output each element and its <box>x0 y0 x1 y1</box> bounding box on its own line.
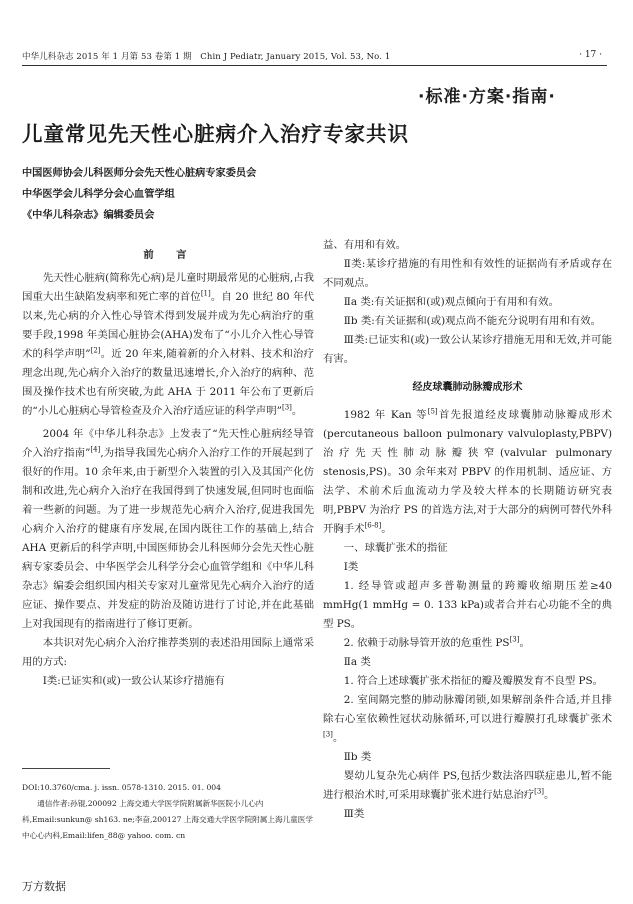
column-label: ·标准·方案·指南· <box>418 87 556 107</box>
citation[interactable]: [3] <box>282 403 292 412</box>
list-item: 1. 符合上述球囊扩张术指征的瓣及瓣膜发育不良型 PS。 <box>343 675 604 687</box>
left-column <box>22 246 314 691</box>
journal-running-header: 中华儿科杂志 2015 年 1 月第 53 卷第 1 期 Chin J Pediatr, January 2015, Vol. 53, No. 1 <box>22 52 391 62</box>
paragraph: Ⅲ类:已证实和(或)一致公认某诊疗措施无用和无效,并可能有害。 <box>323 334 612 365</box>
right-column <box>323 236 612 824</box>
section-heading-pbpv: 经皮球囊肺动脉瓣成形术 <box>412 382 523 393</box>
author-list <box>22 163 256 226</box>
author-line: 中华医学会儿科学分会心血管学组 <box>22 188 175 200</box>
citation[interactable]: [4] <box>90 445 101 454</box>
paragraph: Ⅰ类:已证实和(或)一致公认某诊疗措施有 <box>42 675 225 687</box>
class-label: Ⅲ类 <box>343 808 365 820</box>
page-number: · 17 · <box>579 50 602 60</box>
paragraph: Ⅱa 类:有关证据和(或)观点倾向于有用和有效。 <box>343 296 559 308</box>
author-line: 《中华儿科杂志》编辑委员会 <box>22 209 155 221</box>
list-item: 2. 室间隔完整的肺动脉瓣闭锁,如果解剖条件合适,并且排除右心室依赖性冠状动脉循环,可以进行瓣膜打孔球囊扩张术[3]。 <box>323 694 612 744</box>
class-label: Ⅱa 类 <box>343 656 371 668</box>
citation[interactable]: [3] <box>534 787 545 796</box>
watermark-footer: 万方数据 <box>22 880 66 893</box>
citation[interactable]: [2] <box>90 346 101 355</box>
list-item: 婴幼儿复杂先心病伴 PS,包括少数法洛四联症患儿,暂不能进行根治术时,可采用球囊扩张术进行姑息治疗[3]。 <box>323 770 612 801</box>
class-label: Ⅰ类 <box>343 561 359 573</box>
paragraph: 先天性心脏病(简称先心病)是儿童时期最常见的心脏病,占我国重大出生缺陷发病率和死亡率的首位[1]。自 20 世纪 80 年代以来,先心病的介入性心导管术得到发展并成为先心病治疗的重要手段,1998 年美国心脏协会(AHA)发布了“小儿介入性心导管术的科学声明”[2]。近 20 年来,随着新的介入材料、技术和治疗理念出现,先心病介入治疗的数量迅速增长,介入治疗的病种、范围及操作技术也有所突破,为此 AHA 于 2011 年公布了更新后的“小儿心脏病心导管检查及介入治疗适应证的科学声明”[3]。 <box>22 272 315 417</box>
correspondence: 通信作者:孙锟,200092 上海交通大学医学院附属新华医院小儿心内科,Email:sunkun@ sh163. ne;李奋,200127 上海交通大学医学院附属上海儿童医学中心心内科,Email:lifen_88@ yahoo. com. cn <box>22 799 313 840</box>
list-item: 1. 经导管或超声多普勒测量的跨瓣收缩期压差≥40 mmHg(1 mmHg = 0. 133 kPa)或者合并右心功能不全的典型 PS。 <box>323 580 612 630</box>
paragraph: 本共识对先心病介入治疗推荐类别的表述沿用国际上通常采用的方式: <box>22 637 314 668</box>
paragraph: 2004 年《中华儿科杂志》上发表了“先天性心脏病经导管介入治疗指南”[4],为指导我国先心病介入治疗工作的开展起到了很好的作用。10 余年来,由于新型介入装置的引入及其国产化仿制和改进,先心病介入治疗在我国得到了快速发展,但同时也面临着一些新的问题。为了进一步规范先心病介入治疗,促进我国先心病介入治疗的健康有序发展,在国内既往工作的基础上,结合 AHA 更新后的科学声明,中国医师协会儿科医师分会先天性心脏病专家委员会、中华医学会儿科学分会心血管学组和《中华儿科杂志》编委会组织国内相关专家对儿童常见先心病介入治疗的适应证、操作要点、并发症的防治及随访进行了讨论,并在此基础上对我国现有的指南进行了修订更新。 <box>22 428 314 630</box>
citation[interactable]: [3] <box>323 730 333 739</box>
author-line: 中国医师协会儿科医师分会先天性心脏病专家委员会 <box>22 167 257 179</box>
citation[interactable]: [6-8] <box>364 521 382 530</box>
article-title: 儿童常见先天性心脏病介入治疗专家共识 <box>22 122 409 146</box>
paragraph: Ⅱb 类:有关证据和(或)观点尚不能充分说明有用和有效。 <box>343 315 602 327</box>
paragraph: Ⅱ类:某诊疗措施的有用性和有效性的证据尚有矛盾或存在不同观点。 <box>323 258 612 289</box>
section-heading-preface: 前 言 <box>143 249 193 261</box>
subheading: 一、球囊扩张术的指征 <box>343 542 448 554</box>
paragraph: 1982 年 Kan 等[5]首先报道经皮球囊肺动脉瓣成形术(percutaneous balloon pulmonary valvuloplasty,PBPV)治疗先天性肺动脉瓣狭窄(valvular pulmonary stenosis,PS)。30 余年来对 PBPV 的作用机制、适应证、方法学、术前术后血流动力学及较大样本的长期随访研究表明,PBPV 为治疗 PS 的首选方法,对于大部分的病例可替代外科开胸手术[6-8]。 <box>323 407 612 535</box>
header-rule <box>22 65 607 66</box>
citation[interactable]: [3] <box>509 635 520 644</box>
doi[interactable]: DOI:10.3760/cma. j. issn. 0578-1310. 2015. 01. 004 <box>22 783 221 792</box>
list-item: 2. 依赖于动脉导管开放的危重性 PS[3]。 <box>343 635 530 649</box>
footnote <box>22 780 314 844</box>
class-label: Ⅱb 类 <box>343 751 372 763</box>
footnote-rule <box>22 768 110 769</box>
citation[interactable]: [1] <box>200 289 211 298</box>
citation[interactable]: [5] <box>427 407 438 416</box>
paragraph: 益、有用和有效。 <box>323 239 407 251</box>
